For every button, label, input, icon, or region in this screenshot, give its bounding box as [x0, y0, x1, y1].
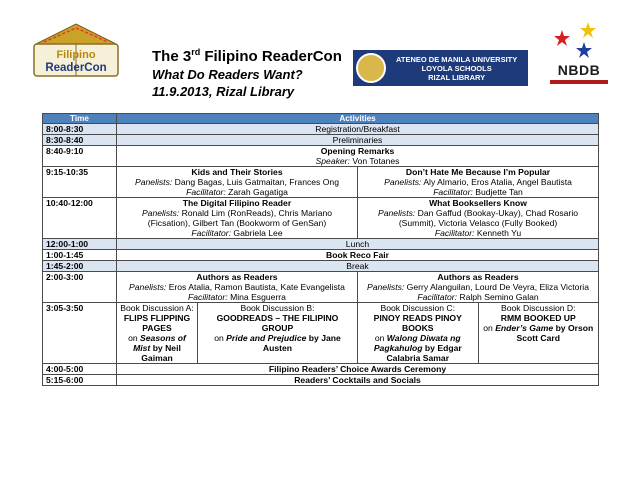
book-discussion-b: Book Discussion B: GOODREADS – THE FILIPINO GROUP on Pride and Prejudice by Jane Austen [198, 303, 358, 364]
readercon-logo [30, 20, 122, 82]
book-discussion-c: Book Discussion C: PINOY READS PINOY BOOKS on Walong Diwata ng Pagkahulog by Edgar Calabria Samar [358, 303, 478, 363]
table-row: 8:40-9:10 Opening Remarks Speaker: Von Totanes [43, 146, 599, 167]
schedule-table [42, 113, 599, 386]
table-row: 10:40-12:00 The Digital Filipino Reader Panelists: Ronald Lim (RonReads), Chris Mariano (Ficsation), Gilbert Tan (Bookworm of GenSan) Facilitator: Gabriela Lee What Booksellers Know Panelists: Dan Gaffud (Bookay-Ukay), Chad Rosario (Summit), Victoria Velasco (Fully Booked) Facilitator: Kenneth Yu [43, 198, 599, 239]
book-discussion-a: Book Discussion A: FLIPS FLIPPING PAGES on Seasons of Mist by Neil Gaiman [117, 303, 198, 364]
table-row: 12:00-1:00 Lunch [43, 239, 599, 250]
title-block [152, 48, 382, 100]
nbdb-stars-icon [548, 20, 610, 62]
event-subtitle: What Do Readers Want? [152, 67, 303, 82]
svg-text:ReaderCon: ReaderCon [45, 62, 107, 74]
table-row: 9:15-10:35 Kids and Their Stories Panelists: Dang Bagas, Luis Gatmaitan, Frances Ong Facilitator: Zarah Gagatiga Don’t Hate Me Because I’m Popular Panelists: Aly Almario, Eros Atalia, Angel Bautista Facilitator: Budjette Tan [43, 167, 599, 198]
page-header [0, 0, 640, 112]
ateneo-logo: ATENEO DE MANILA UNIVERSITY LOYOLA SCHOOLS RIZAL LIBRARY [353, 50, 528, 86]
table-row: 8:00-8:30 Registration/Breakfast [43, 124, 599, 135]
table-row: 4:00-5:00 Filipino Readers’ Choice Awards Ceremony [43, 364, 599, 375]
table-row: 1:45-2:00 Break [43, 261, 599, 272]
table-row: 1:00-1:45 Book Reco Fair [43, 250, 599, 261]
table-row: 5:15-6:00 Readers’ Cocktails and Socials [43, 375, 599, 386]
event-title: The 3rd Filipino ReaderCon [152, 47, 342, 65]
table-header-row [43, 114, 599, 124]
svg-text:Filipino: Filipino [56, 49, 96, 61]
event-date-venue: 11.9.2013, Rizal Library [152, 84, 295, 99]
table-row: 2:00-3:00 Authors as Readers Panelists: Eros Atalia, Ramon Bautista, Kate Evangelista Facilitator: Mina Esguerra Authors as Readers Panelists: Gerry Alanguilan, Lourd De Veyra, Eliza Victoria Facilitator: Ralph Semino Galan [43, 272, 599, 303]
nbdb-logo: NBDB [548, 20, 610, 88]
ateneo-seal-icon [356, 53, 386, 83]
table-row: 8:30-8:40 Preliminaries [43, 135, 599, 146]
book-discussion-d: Book Discussion D: RMM BOOKED UP on Ender’s Game by Orson Scott Card [483, 303, 594, 343]
col-activities-header: Activities [117, 114, 599, 124]
col-time-header: Time [43, 114, 117, 124]
table-row: 3:05-3:50 Book Discussion A: FLIPS FLIPPING PAGES on Seasons of Mist by Neil Gaiman Book Discussion B: GOODREADS – THE FILIPINO GROUP on Pride and Prejudice by Jane Austen Book Discussion C: PINOY READS PINOY BOOKS on Walong Diwata ng Pagkahulog by Edgar Calabria Samar Book Discussion D: RMM BOOKED UP on Ender’s Game by Orson Scott Card [43, 303, 599, 364]
